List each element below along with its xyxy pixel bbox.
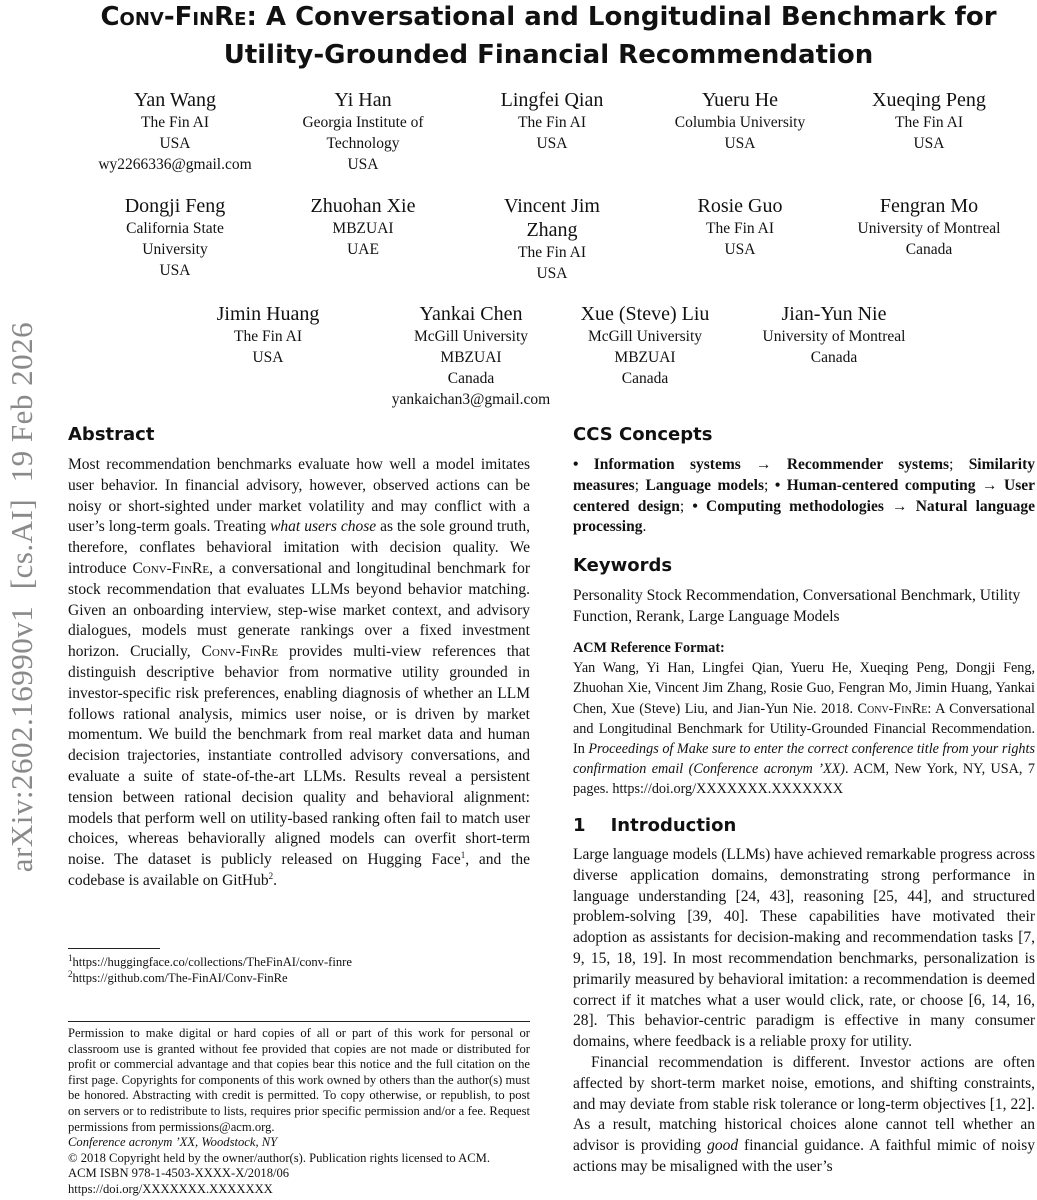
intro-paragraph: Large language models (LLMs) have achieved remarkable progress across diverse application domains, demonstrating strong performance in language understanding [24, 43], reasoning [25, 44], and structured problem-solving [39, 40]. These capabilities have motivated their adoption as assistants for decision-making and recommendation tasks [7, 9, 15, 18, 19]. In most recommendation benchmarks, personalization is primarily measured by behavioral imitation: a recommendation is deemed correct if it matches what a user would click, rate, or choose [6, 14, 16, 28]. This behavior-centric paradigm is effective in many consumer domains, where feedback is a reliable proxy for utility. (573, 846, 1035, 1051)
permission-divider (68, 1021, 530, 1022)
author-affiliation: USA (347, 156, 379, 173)
abstract-text (68, 455, 530, 892)
footnote-divider (68, 948, 160, 949)
author-affiliation: Canada (621, 370, 669, 387)
author-affiliation: USA (913, 135, 945, 152)
author-affiliation: Technology (326, 135, 400, 152)
abstract-part: Most recommendation benchmarks evaluate how well a model imitates user behavior. In financial advisory, however, observed actions can be noisy or short-sighted under market volatility and may conflict with a user’s long-term goals. Treating (68, 456, 530, 536)
author-affiliation: The Fin AI (517, 114, 587, 131)
author (739, 302, 929, 368)
abstract-italic: what users chose (270, 518, 377, 536)
author-affiliation: USA (724, 135, 756, 152)
title-line1: : A Conversational and Longitudinal Benchmark for (246, 2, 997, 32)
intro-paragraph: financial guidance. A faithful mimic of noisy actions may be misaligned with the user’s (573, 1137, 1035, 1175)
author-email[interactable]: wy2266336@gmail.com (98, 156, 252, 173)
author-affiliation: McGill University (413, 328, 529, 345)
footnote-link[interactable]: https://github.com/The-FinAI/Conv-FinRe (72, 970, 288, 985)
author-affiliation: USA (159, 135, 191, 152)
author-name: Xue (Steve) Liu (580, 303, 710, 325)
author-affiliation: USA (252, 349, 284, 366)
author (173, 302, 363, 368)
introduction-text (573, 845, 1035, 1178)
separator: ; (764, 476, 775, 494)
separator: ; (634, 476, 646, 494)
author-affiliation: The Fin AI (517, 244, 587, 261)
abstract-part: as the sole ground truth, therefore, conflates behavioral imitation with decision quality. We introduce (68, 518, 530, 577)
doi-link[interactable]: https://doi.org/XXXXXXX.XXXXXXX (68, 1181, 273, 1196)
acm-ref-proceedings: Proceedings of Make sure to enter the correct conference title from your rights confirmation email (Conference acronym ’XX) (573, 741, 1035, 778)
footnote-ref[interactable]: 2 (268, 870, 274, 881)
separator: ; (679, 497, 693, 515)
keywords-text: Personality Stock Recommendation, Conversational Benchmark, Utility Function, Rerank, Large Language Models (573, 587, 1021, 625)
author-email[interactable]: yankaichan3@gmail.com (391, 391, 551, 408)
author-affiliation: USA (159, 262, 191, 279)
author-affiliation: Canada (905, 241, 953, 258)
author-affiliation: USA (536, 265, 568, 282)
author-name: Dongji Feng (124, 195, 226, 217)
author-affiliation: University (142, 241, 208, 258)
ccs-item: • Information systems → Recommender systems (573, 456, 950, 473)
ccs-concepts (573, 455, 1035, 538)
paper-title (60, 0, 1037, 74)
author (376, 302, 566, 410)
author-affiliation: Canada (447, 370, 495, 387)
author-name: Rosie Guo (697, 195, 783, 217)
abstract-acronym: Conv-FinRe (201, 643, 279, 661)
author-affiliation: The Fin AI (140, 114, 210, 131)
footnote-2[interactable] (68, 968, 530, 987)
intro-paragraph: Financial recommendation is different. Investor actions are often affected by short-term market noise, emotions, and shifting constraints, and may deviate from stable risk tolerance or long-term objectives [1, 22]. As a result, matching historical choices alone cannot tell whether an advisor is providing (573, 1053, 1035, 1155)
author-name: Fengran Mo (879, 195, 979, 217)
copyright: © 2018 Copyright held by the owner/author(s). Publication rights licensed to ACM. (68, 1150, 490, 1165)
author-affiliation: UAE (347, 241, 379, 258)
title-acronym: Conv-FinRe (100, 2, 247, 32)
author-affiliation: University of Montreal (857, 220, 1001, 237)
author (457, 88, 647, 154)
intro-italic: good (707, 1137, 739, 1155)
isbn: ACM ISBN 978-1-4503-XXXX-X/2018/06 (68, 1166, 290, 1181)
ccs-heading: CCS Concepts (573, 424, 713, 445)
author-affiliation: California State (126, 220, 224, 237)
author-affiliation: The Fin AI (705, 220, 775, 237)
author-name: Zhuohan Xie (310, 195, 416, 217)
author-name: Xueqing Peng (872, 89, 986, 111)
footnote-1[interactable] (68, 952, 530, 971)
footnote-link[interactable]: https://huggingface.co/collections/TheFinAI/conv-finre (72, 955, 352, 969)
author-affiliation: MBZUAI (614, 349, 676, 366)
author (834, 88, 1024, 154)
author-affiliation: McGill University (587, 328, 703, 345)
author (268, 88, 458, 175)
arxiv-stamp: arXiv:2602.16990v1 [cs.AI] 19 Feb 2026 (4, 321, 39, 873)
author-affiliation: USA (536, 135, 568, 152)
acm-reference (573, 638, 1035, 800)
author-affiliation: The Fin AI (233, 328, 303, 345)
author (834, 194, 1024, 260)
author-name: Vincent Jim Zhang (503, 195, 600, 241)
ccs-item: Similarity measures (573, 456, 1035, 494)
introduction-heading: 1 Introduction (573, 815, 737, 836)
abstract-part: provides multi-view references that distinguish descriptive behavior from normative utility grounded in investor-specific risk preferences, enabling diagnosis of whether an LLM follows rational analysis, mimics user noise, or is driven by market momentum. We build the benchmark from real market data and human decision trajectories, instantiate controlled advisory conversations, and evaluate a suite of state-of-the-art LLMs. Results reveal a persistent tension between rational decision quality and behavioral alignment: models that perform well on utility-based ranking often fail to match user choices, whereas behaviorally aligned models can overfit short-term noise. The dataset is publicly released on Hugging Face (68, 643, 530, 869)
permission-block (68, 1026, 530, 1198)
author-affiliation: USA (724, 241, 756, 258)
author-affiliation: MBZUAI (332, 220, 394, 237)
author (80, 88, 270, 175)
author (482, 194, 622, 284)
separator: . (642, 518, 647, 536)
abstract-part: , and the codebase is available on GitHub (68, 851, 530, 889)
acm-ref-part: . ACM, New York, NY, USA, 7 pages. https://doi.org/XXXXXXX.XXXXXXX (573, 761, 1035, 798)
author-affiliation: University of Montreal (762, 328, 906, 345)
acm-ref-part: Yan Wang, Yi Han, Lingfei Qian, Yueru He, Xueqing Peng, Dongji Feng, Zhuohan Xie, Vincent Jim Zhang, Rosie Guo, Fengran Mo, Jimin Huang, Yankai Chen, Xue (Steve) Liu, and Jian-Yun Nie. 2018. (573, 660, 1035, 717)
author-affiliation: MBZUAI (440, 349, 502, 366)
title-line2: Utility-Grounded Financial Recommendation (223, 40, 874, 70)
footnote-ref[interactable]: 1 (460, 849, 466, 860)
author (80, 194, 270, 281)
author-name: Jian-Yun Nie (781, 303, 887, 325)
author-affiliation: Georgia Institute of (302, 114, 424, 131)
acm-ref-part: : A Conversational and Longitudinal Benchmark for Utility-Grounded Financial Recommendation. In (573, 700, 1035, 758)
author-name: Jimin Huang (216, 303, 320, 325)
author-name: Yueru He (701, 89, 779, 111)
acm-reference-heading: ACM Reference Format: (573, 640, 725, 656)
separator: ; (949, 456, 969, 473)
abstract-part: , a conversational and longitudinal benchmark for stock recommendation that evaluates LLMs beyond behavior matching. Given an onboarding interview, step-wise market context, and advisory dialogues, models must generate rankings over a fixed investment horizon. Crucially, (68, 559, 530, 661)
author-affiliation: Canada (810, 349, 858, 366)
author-name: Lingfei Qian (500, 89, 604, 111)
ccs-item: • Computing methodologies → Natural language processing (573, 497, 1036, 536)
keywords-heading: Keywords (573, 555, 673, 576)
acm-ref-acronym: Conv-FinRe (857, 700, 928, 717)
author-affiliation: The Fin AI (894, 114, 964, 131)
author (268, 194, 458, 260)
conference-info: Conference acronym ’XX, Woodstock, NY (68, 1135, 278, 1150)
footnote-mark: 1 (68, 952, 73, 963)
author (645, 194, 835, 260)
permission-text: Permission to make digital or hard copies of all or part of this work for personal or classroom use is granted without fee provided that copies are not made or distributed for profit or commercial advantage and that copies bear this notice and the full citation on the first page. Copyrights for components of this work owned by others than the author(s) must be honored. Abstracting with credit is permitted. To copy otherwise, or republish, to post on servers or to redistribute to lists, requires prior specific permission and/or a fee. Request permissions from permissions@acm.org. (68, 1026, 530, 1134)
author-name: Yankai Chen (419, 303, 523, 325)
author (645, 88, 835, 154)
abstract-part: . (273, 871, 277, 889)
author-name: Yi Han (334, 89, 392, 111)
abstract-acronym: Conv-FinRe (132, 559, 210, 577)
footnotes (68, 952, 530, 986)
author (550, 302, 740, 389)
author-affiliation: Columbia University (674, 114, 806, 131)
ccs-item: Language models (645, 476, 764, 494)
abstract-heading: Abstract (68, 424, 155, 445)
ccs-item: • Human-centered computing → User centered design (573, 476, 1035, 515)
author-name: Yan Wang (133, 89, 217, 111)
footnote-mark: 2 (68, 968, 73, 979)
